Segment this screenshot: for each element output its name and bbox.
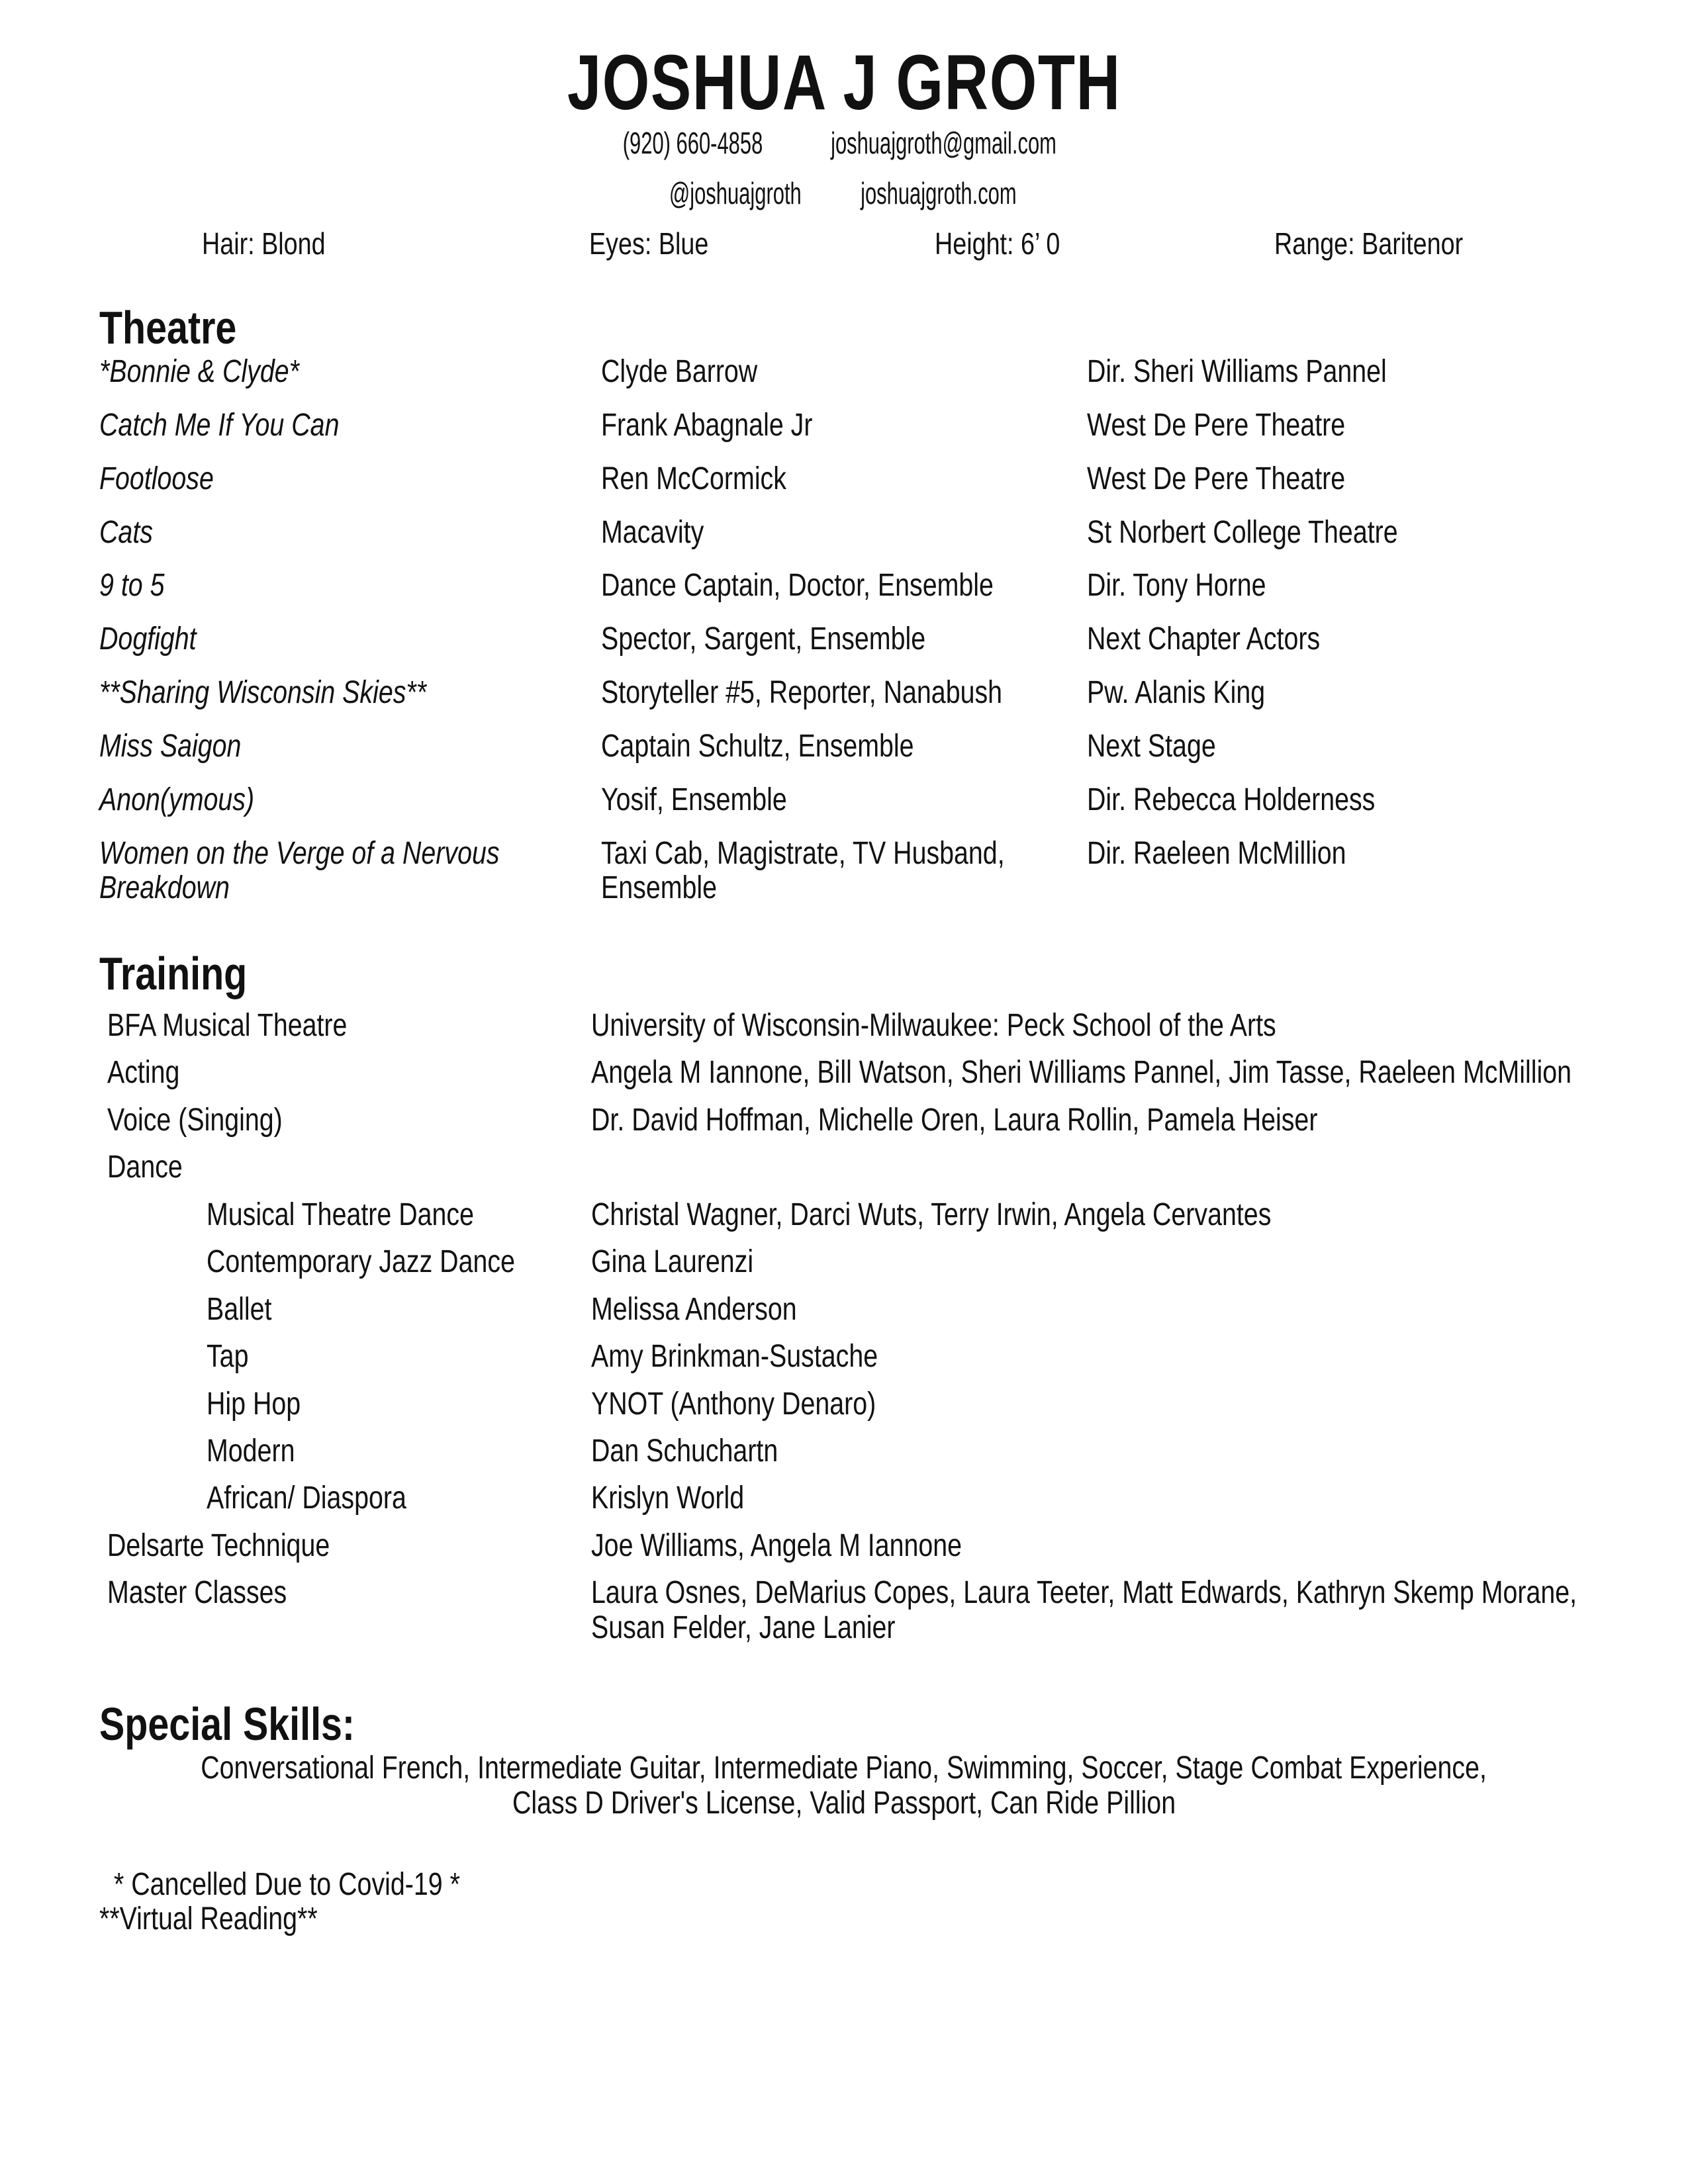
show-title: Cats	[99, 515, 153, 550]
role: Spector, Sargent, Ensemble	[601, 621, 926, 657]
role: Macavity	[601, 515, 704, 550]
training-subject: Tap	[207, 1339, 249, 1374]
stat-hair: Hair: Blond	[202, 226, 326, 261]
training-subject: Delsarte Technique	[107, 1528, 330, 1563]
show-title: Footloose	[99, 461, 214, 496]
special-skills-line-1: Conversational French, Intermediate Guitar, Intermediate Piano, Swimming, Soccer, Stage Combat Experience,	[201, 1751, 1487, 1786]
role: Yosif, Ensemble	[601, 782, 787, 817]
training-subject: African/ Diaspora	[207, 1480, 406, 1516]
training-subject: Dance	[107, 1150, 183, 1185]
company: Pw. Alanis King	[1087, 675, 1266, 710]
stat-range: Range: Baritenor	[1274, 226, 1464, 261]
company: Dir. Sheri Williams Pannel	[1087, 354, 1387, 389]
role: Dance Captain, Doctor, Ensemble	[601, 568, 994, 603]
show-title: Catch Me If You Can	[99, 408, 340, 443]
training-subject: BFA Musical Theatre	[107, 1008, 348, 1043]
training-teachers: Dan Schuchartn	[591, 1433, 778, 1469]
role: Taxi Cab, Magistrate, TV Husband,	[601, 836, 1005, 871]
special-skills-line-2: Class D Driver's License, Valid Passport, Can Ride Pillion	[512, 1786, 1176, 1821]
training-teachers: Dr. David Hoffman, Michelle Oren, Laura Rollin, Pamela Heiser	[591, 1103, 1318, 1138]
company: West De Pere Theatre	[1087, 408, 1346, 443]
role: Frank Abagnale Jr	[601, 408, 813, 443]
contact-line-1	[0, 123, 1688, 163]
show-title: Women on the Verge of a Nervous	[99, 836, 500, 871]
company: Dir. Tony Horne	[1087, 568, 1266, 603]
company: Next Chapter Actors	[1087, 621, 1321, 657]
role-continued: Ensemble	[601, 870, 718, 905]
footnote-virtual: **Virtual Reading**	[99, 1901, 318, 1936]
show-title: Miss Saigon	[99, 729, 242, 764]
special-skills-heading: Special Skills:	[99, 1698, 355, 1750]
training-subject: Ballet	[207, 1292, 272, 1327]
show-title: **Sharing Wisconsin Skies**	[99, 675, 427, 710]
training-subject: Voice (Singing)	[107, 1103, 283, 1138]
role: Clyde Barrow	[601, 354, 758, 389]
training-subject: Master Classes	[107, 1575, 287, 1610]
company: West De Pere Theatre	[1087, 461, 1346, 496]
training-teachers: University of Wisconsin-Milwaukee: Peck School of the Arts	[591, 1008, 1276, 1043]
show-title-continued: Breakdown	[99, 870, 230, 905]
training-teachers: Laura Osnes, DeMarius Copes, Laura Teeter, Matt Edwards, Kathryn Skemp Morane,	[591, 1575, 1577, 1610]
show-title: 9 to 5	[99, 568, 165, 603]
training-subject: Contemporary Jazz Dance	[207, 1244, 515, 1279]
training-subject: Modern	[207, 1433, 295, 1469]
company: St Norbert College Theatre	[1087, 515, 1398, 550]
company: Dir. Raeleen McMillion	[1087, 836, 1346, 871]
training-teachers: Amy Brinkman-Sustache	[591, 1339, 878, 1374]
show-title: Anon(ymous)	[99, 782, 255, 817]
training-teachers-continued: Susan Felder, Jane Lanier	[591, 1610, 896, 1645]
social-handle: @joshuajgroth	[669, 176, 802, 210]
website: joshuajgroth.com	[861, 176, 1017, 210]
contact-line-2	[0, 173, 1688, 213]
training-teachers: Melissa Anderson	[591, 1292, 797, 1327]
training-teachers: Krislyn World	[591, 1480, 745, 1516]
theatre-heading: Theatre	[99, 302, 237, 353]
phone-number: (920) 660-4858	[622, 126, 763, 160]
name-text: JOSHUA J GROTH	[567, 39, 1121, 126]
email-address: joshuajgroth@gmail.com	[830, 126, 1056, 160]
training-teachers: Gina Laurenzi	[591, 1244, 754, 1279]
training-teachers: YNOT (Anthony Denaro)	[591, 1387, 876, 1422]
role: Captain Schultz, Ensemble	[601, 729, 914, 764]
show-title: Dogfight	[99, 621, 197, 657]
training-teachers: Christal Wagner, Darci Wuts, Terry Irwin, Angela Cervantes	[591, 1197, 1272, 1232]
role: Storyteller #5, Reporter, Nanabush	[601, 675, 1003, 710]
resume-name	[0, 40, 1688, 126]
training-subject: Musical Theatre Dance	[207, 1197, 475, 1232]
training-subject: Hip Hop	[207, 1387, 301, 1422]
training-teachers: Angela M Iannone, Bill Watson, Sheri Williams Pannel, Jim Tasse, Raeleen McMillion	[591, 1055, 1571, 1090]
stat-height: Height: 6’ 0	[935, 226, 1060, 261]
show-title: *Bonnie & Clyde*	[99, 354, 299, 389]
training-heading: Training	[99, 948, 248, 999]
company: Dir. Rebecca Holderness	[1087, 782, 1376, 817]
stat-eyes: Eyes: Blue	[589, 226, 709, 261]
training-teachers: Joe Williams, Angela M Iannone	[591, 1528, 962, 1563]
company: Next Stage	[1087, 729, 1216, 764]
training-subject: Acting	[107, 1055, 180, 1090]
role: Ren McCormick	[601, 461, 786, 496]
footnote-cancelled: * Cancelled Due to Covid-19 *	[114, 1867, 460, 1902]
